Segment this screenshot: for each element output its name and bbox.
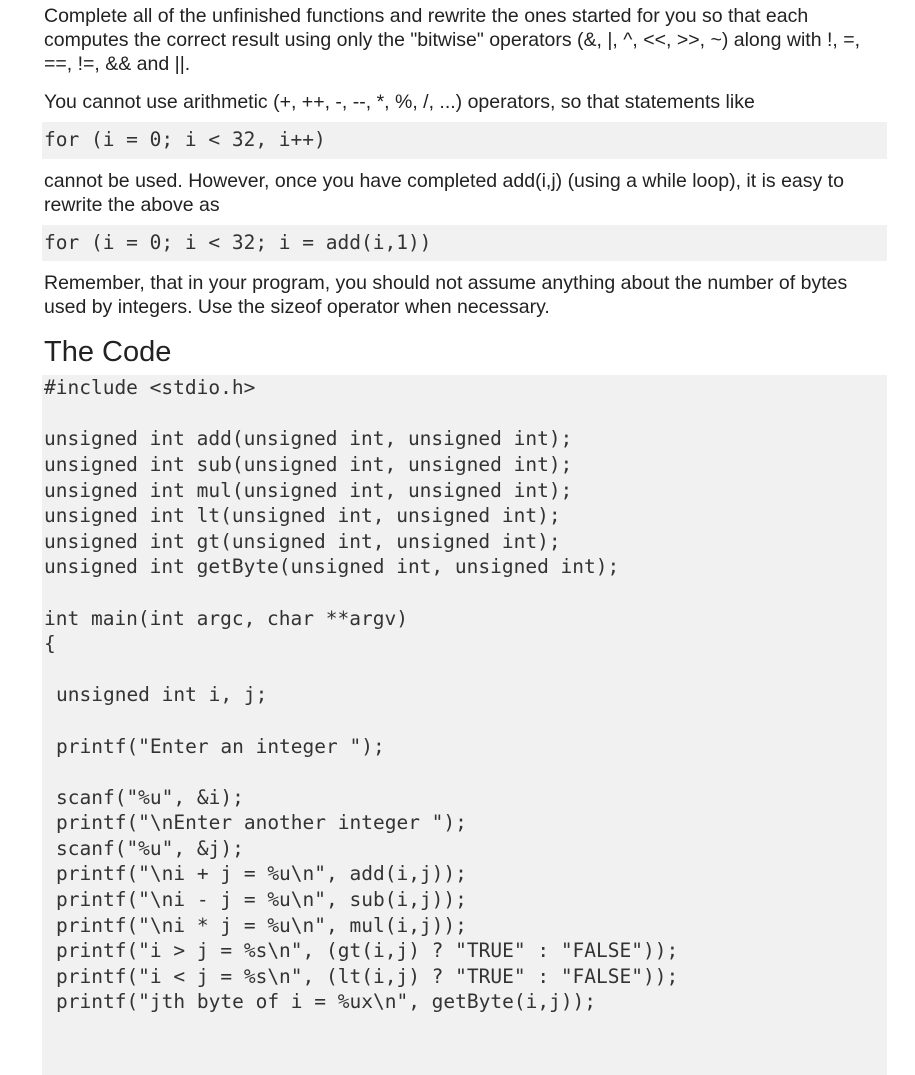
- code-line: unsigned int lt(unsigned int, unsigned int);: [44, 504, 561, 528]
- code-line: unsigned int sub(unsigned int, unsigned int);: [44, 452, 573, 476]
- code-line: printf("\ni * j = %u\n", mul(i,j));: [56, 913, 467, 937]
- code-line: printf("jth byte of i = %ux\n", getByte(i,j));: [56, 990, 597, 1014]
- code-line: [44, 759, 887, 785]
- code-line: unsigned int mul(unsigned int, unsigned int);: [44, 478, 573, 502]
- code-line: unsigned int getByte(unsigned int, unsigned int);: [44, 555, 620, 579]
- code-line: unsigned int gt(unsigned int, unsigned int);: [44, 529, 561, 553]
- code-block: [42, 375, 887, 1075]
- document-content: [44, 0, 874, 1075]
- code-line: [44, 657, 887, 683]
- code-line: unsigned int i, j;: [56, 683, 268, 707]
- code-line: [44, 580, 887, 606]
- code-line: int main(int argc, char **argv): [44, 606, 408, 630]
- code-line: printf("\nEnter another integer ");: [56, 811, 467, 835]
- code-example-2: for (i = 0; i < 32; i = add(i,1)): [42, 225, 887, 262]
- code-example-1: for (i = 0; i < 32, i++): [42, 122, 887, 159]
- code-line: scanf("%u", &j);: [56, 836, 244, 860]
- code-line: printf("\ni - j = %u\n", sub(i,j));: [56, 888, 467, 912]
- code-line: {: [44, 632, 56, 656]
- code-line: printf("Enter an integer ");: [56, 734, 385, 758]
- code-line: [44, 401, 887, 427]
- intro-paragraph-4: Remember, that in your program, you should not assume anything about the number of bytes used by integers. Use the sizeof operator when necessary.: [44, 272, 848, 319]
- intro-paragraph-3: cannot be used. However, once you have completed add(i,j) (using a while loop), it is easy to rewrite the above as: [44, 169, 844, 216]
- code-line: scanf("%u", &i);: [56, 785, 244, 809]
- intro-paragraph-2: You cannot use arithmetic (+, ++, -, --, *, %, /, ...) operators, so that statements like: [44, 91, 755, 113]
- code-line: [44, 708, 887, 734]
- code-line: printf("\ni + j = %u\n", add(i,j));: [56, 862, 467, 886]
- section-heading: The Code: [44, 336, 172, 369]
- code-line: unsigned int add(unsigned int, unsigned int);: [44, 427, 573, 451]
- intro-paragraph-1: Complete all of the unfinished functions and rewrite the ones started for you so that each computes the correct result using only the "bitwise" operators (&, |, ^, <<, >>, ~) along with !, =, ==, !=, && and ||.: [44, 5, 861, 75]
- code-line: #include <stdio.h>: [44, 376, 256, 400]
- code-line: printf("i > j = %s\n", (gt(i,j) ? "TRUE" : "FALSE"));: [56, 939, 679, 963]
- code-line: printf("i < j = %s\n", (lt(i,j) ? "TRUE" : "FALSE"));: [56, 964, 679, 988]
